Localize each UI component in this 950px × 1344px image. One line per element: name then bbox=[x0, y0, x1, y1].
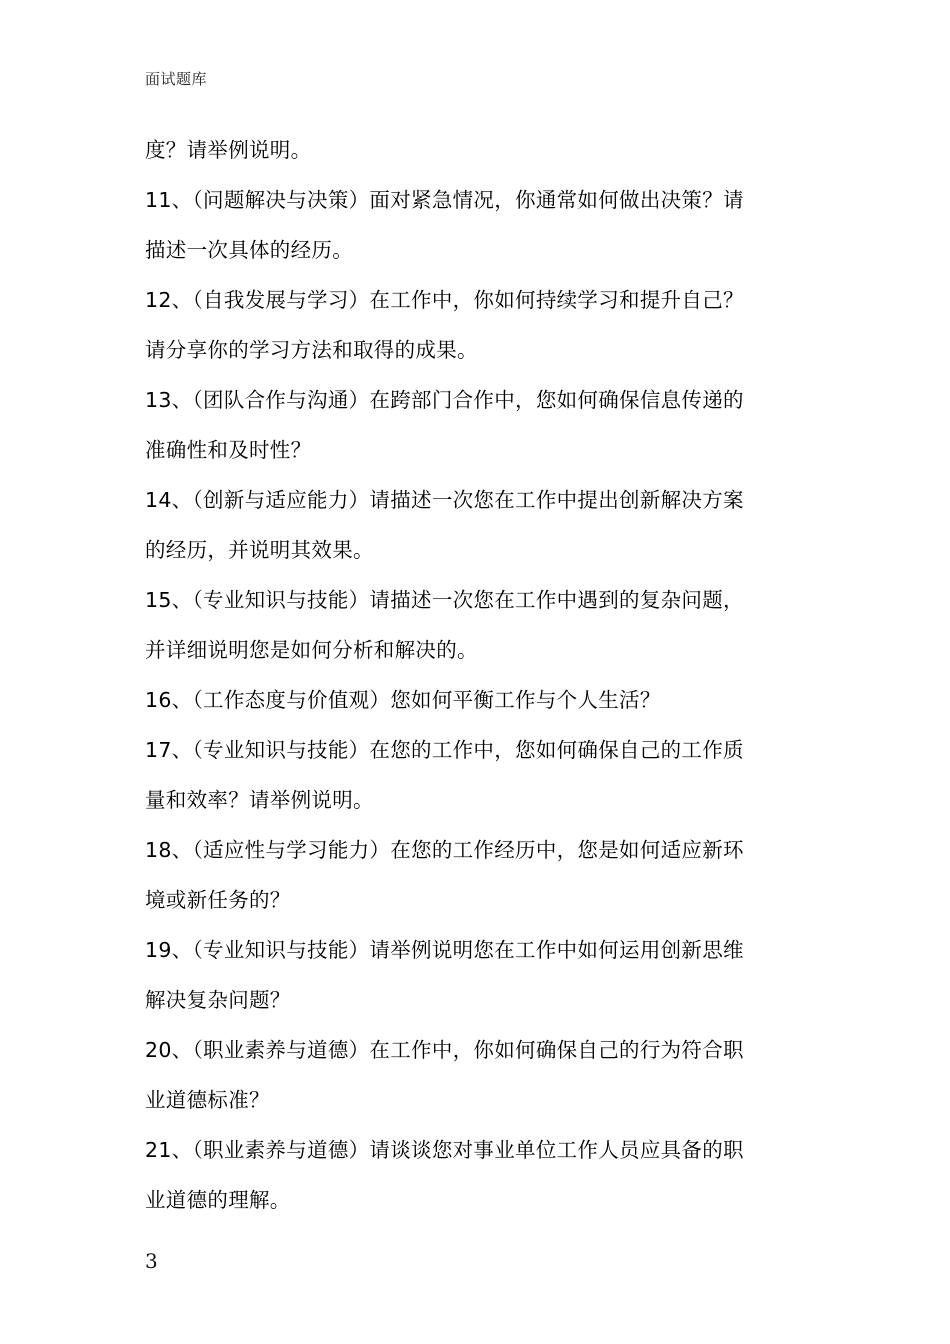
text-line: 并详细说明您是如何分析和解决的。 bbox=[145, 638, 478, 662]
text-line: 解决复杂问题？ bbox=[145, 988, 291, 1012]
text-line: 13、（团队合作与沟通）在跨部门合作中，您如何确保信息传递的 bbox=[145, 388, 744, 412]
text-line: 业道德标准？ bbox=[145, 1088, 270, 1112]
text-line: 18、（适应性与学习能力）在您的工作经历中，您是如何适应新环 bbox=[145, 838, 744, 862]
text-line: 描述一次具体的经历。 bbox=[145, 238, 353, 262]
text-line: 15、（专业知识与技能）请描述一次您在工作中遇到的复杂问题， bbox=[145, 588, 744, 612]
page-header-title: 面试题库 bbox=[145, 70, 208, 88]
document-body bbox=[145, 125, 820, 1225]
text-line: 境或新任务的？ bbox=[145, 888, 291, 912]
text-line: 20、（职业素养与道德）在工作中，你如何确保自己的行为符合职 bbox=[145, 1038, 744, 1062]
text-line: 19、（专业知识与技能）请举例说明您在工作中如何运用创新思维 bbox=[145, 938, 744, 962]
page-number: 3 bbox=[145, 1249, 158, 1273]
text-line: 12、（自我发展与学习）在工作中，你如何持续学习和提升自己？ bbox=[145, 288, 744, 312]
text-line: 度？请举例说明。 bbox=[145, 138, 312, 162]
text-line: 的经历，并说明其效果。 bbox=[145, 538, 374, 562]
text-line: 17、（专业知识与技能）在您的工作中，您如何确保自己的工作质 bbox=[145, 738, 744, 762]
text-line: 准确性和及时性？ bbox=[145, 438, 312, 462]
text-line: 业道德的理解。 bbox=[145, 1188, 291, 1212]
text-line: 21、（职业素养与道德）请谈谈您对事业单位工作人员应具备的职 bbox=[145, 1138, 744, 1162]
text-line: 16、（工作态度与价值观）您如何平衡工作与个人生活？ bbox=[145, 688, 661, 712]
text-line: 14、（创新与适应能力）请描述一次您在工作中提出创新解决方案 bbox=[145, 488, 744, 512]
text-line: 量和效率？请举例说明。 bbox=[145, 788, 374, 812]
text-line: 11、（问题解决与决策）面对紧急情况，你通常如何做出决策？请 bbox=[145, 188, 744, 212]
text-line: 请分享你的学习方法和取得的成果。 bbox=[145, 338, 478, 362]
